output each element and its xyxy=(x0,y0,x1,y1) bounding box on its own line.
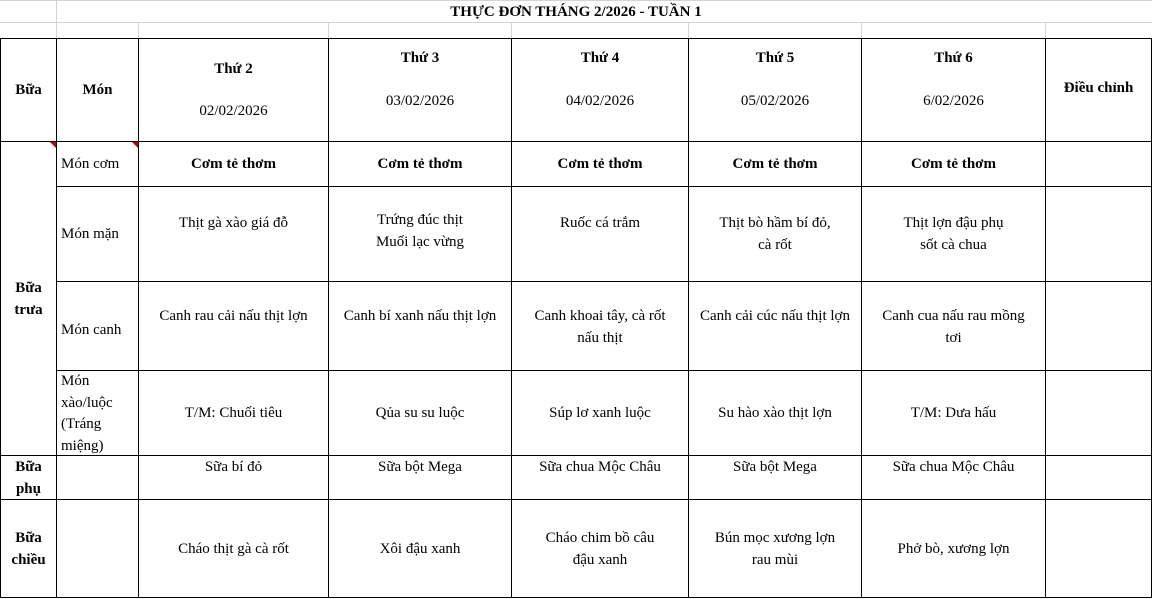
meal-label-line: trưa xyxy=(14,301,43,318)
menu-cell: Cơm tẻ thơm xyxy=(377,156,463,172)
day-name: Thứ 3 xyxy=(400,50,440,66)
day-name: Thứ 4 xyxy=(580,50,620,66)
menu-cell: T/M: Dưa hấu xyxy=(910,405,997,421)
header-meal: Bữa xyxy=(15,82,42,98)
menu-cell: Sữa chua Mộc Châu xyxy=(539,459,661,475)
menu-cell xyxy=(862,282,1045,370)
dish-type: Món cơm xyxy=(61,156,120,172)
menu-cell: Cơm tẻ thơm xyxy=(191,156,276,172)
menu-cell xyxy=(512,282,688,370)
menu-line: đậu xanh xyxy=(572,551,628,568)
menu-cell: Cơm tẻ thơm xyxy=(732,156,818,172)
menu-cell: Cơm tẻ thơm xyxy=(911,156,996,172)
menu-line: Thịt bò hầm bí đỏ, xyxy=(719,215,831,231)
menu-cell xyxy=(512,187,688,281)
gridline xyxy=(511,22,512,38)
meal-label-line: Bữa xyxy=(15,279,42,296)
header-day-2 xyxy=(329,39,511,141)
menu-cell: Sữa bí đỏ xyxy=(204,459,263,475)
day-name: Thứ 2 xyxy=(214,61,253,77)
menu-line: Phở bò, xương lợn xyxy=(897,540,1010,557)
menu-line: Muối lạc vừng xyxy=(375,234,465,250)
menu-cell: T/M: Chuối tiêu xyxy=(184,405,283,421)
menu-cell: Qủa su su luộc xyxy=(375,405,465,421)
menu-line: Canh cải cúc nấu thịt lợn xyxy=(700,308,850,324)
menu-line: Trứng đúc thịt xyxy=(377,212,463,228)
menu-cell xyxy=(689,500,861,597)
header-day-5 xyxy=(862,39,1045,141)
dish-type-line: xào/luộc xyxy=(61,394,113,411)
meal-label-snack xyxy=(1,456,56,499)
menu-line: sốt cà chua xyxy=(920,237,987,253)
day-date: 6/02/2026 xyxy=(923,93,984,109)
menu-cell xyxy=(689,282,861,370)
day-date: 03/02/2026 xyxy=(385,93,455,109)
day-name: Thứ 5 xyxy=(755,50,795,66)
day-date: 04/02/2026 xyxy=(565,93,635,109)
menu-line: Bún mọc xương lợn xyxy=(714,529,836,546)
gridline xyxy=(861,22,862,38)
meal-label-line: Bữa xyxy=(15,458,42,475)
header-dish: Món xyxy=(82,82,113,98)
menu-line: rau mùi xyxy=(751,551,799,568)
menu-line: cà rốt xyxy=(758,237,792,253)
menu-cell xyxy=(329,500,511,597)
day-name: Thứ 6 xyxy=(934,50,973,66)
gridline xyxy=(1045,22,1046,38)
menu-cell: Sữa bột Mega xyxy=(378,459,462,475)
meal-label-line: Bữa xyxy=(15,529,42,546)
menu-cell xyxy=(139,500,328,597)
menu-cell: Cơm tẻ thơm xyxy=(557,156,643,172)
menu-cell xyxy=(862,187,1045,281)
header-day-1 xyxy=(139,39,328,141)
gridline xyxy=(138,22,139,38)
menu-cell xyxy=(862,500,1045,597)
menu-cell: Sữa bột Mega xyxy=(733,459,817,475)
menu-cell xyxy=(329,282,511,370)
gridline xyxy=(328,22,329,38)
header-day-3 xyxy=(512,39,688,141)
dish-type-line: miệng) xyxy=(61,437,104,454)
meal-label-lunch xyxy=(1,142,56,455)
dish-type: Món mặn xyxy=(61,226,119,242)
menu-line: Ruốc cá trắm xyxy=(560,215,640,231)
meal-label-line: chiều xyxy=(11,551,46,568)
menu-line: Thịt gà xào giá đỗ xyxy=(178,215,289,231)
menu-cell xyxy=(689,187,861,281)
dish-type-line: Món xyxy=(61,373,90,389)
menu-line: Thịt lợn đậu phụ xyxy=(903,215,1004,231)
menu-line: Cháo chim bồ câu xyxy=(545,529,655,546)
menu-line: nấu thịt xyxy=(577,330,623,346)
menu-line: Canh bí xanh nấu thịt lợn xyxy=(343,308,497,324)
menu-title: THỰC ĐƠN THÁNG 2/2026 - TUẦN 1 xyxy=(450,4,702,20)
menu-cell xyxy=(139,282,328,370)
header-day-4 xyxy=(689,39,861,141)
menu-line: Cháo thịt gà cà rốt xyxy=(178,540,289,557)
menu-cell: Su hào xào thịt lợn xyxy=(718,405,832,421)
menu-cell: Súp lơ xanh luộc xyxy=(549,405,651,421)
gridline xyxy=(688,22,689,38)
menu-cell xyxy=(512,500,688,597)
meal-label-line: phụ xyxy=(15,480,41,497)
menu-cell xyxy=(329,187,511,281)
dish-type: Món canh xyxy=(61,322,122,338)
day-date: 05/02/2026 xyxy=(740,93,810,109)
day-date: 02/02/2026 xyxy=(199,103,268,119)
meal-label-dinner xyxy=(1,500,56,597)
menu-cell xyxy=(139,187,328,281)
menu-line: Canh rau cải nấu thịt lợn xyxy=(159,308,308,324)
dish-type xyxy=(57,371,138,455)
menu-line: Canh cua nấu rau mồng xyxy=(882,308,1025,324)
table-border xyxy=(0,597,1152,598)
menu-line: Xôi đậu xanh xyxy=(379,540,461,557)
menu-cell: Sữa chua Mộc Châu xyxy=(892,459,1015,475)
header-adjust: Điều chỉnh xyxy=(1063,80,1134,96)
menu-line: tơi xyxy=(945,330,962,346)
dish-type-line: (Tráng xyxy=(61,416,102,432)
menu-line: Canh khoai tây, cà rốt xyxy=(534,308,666,324)
